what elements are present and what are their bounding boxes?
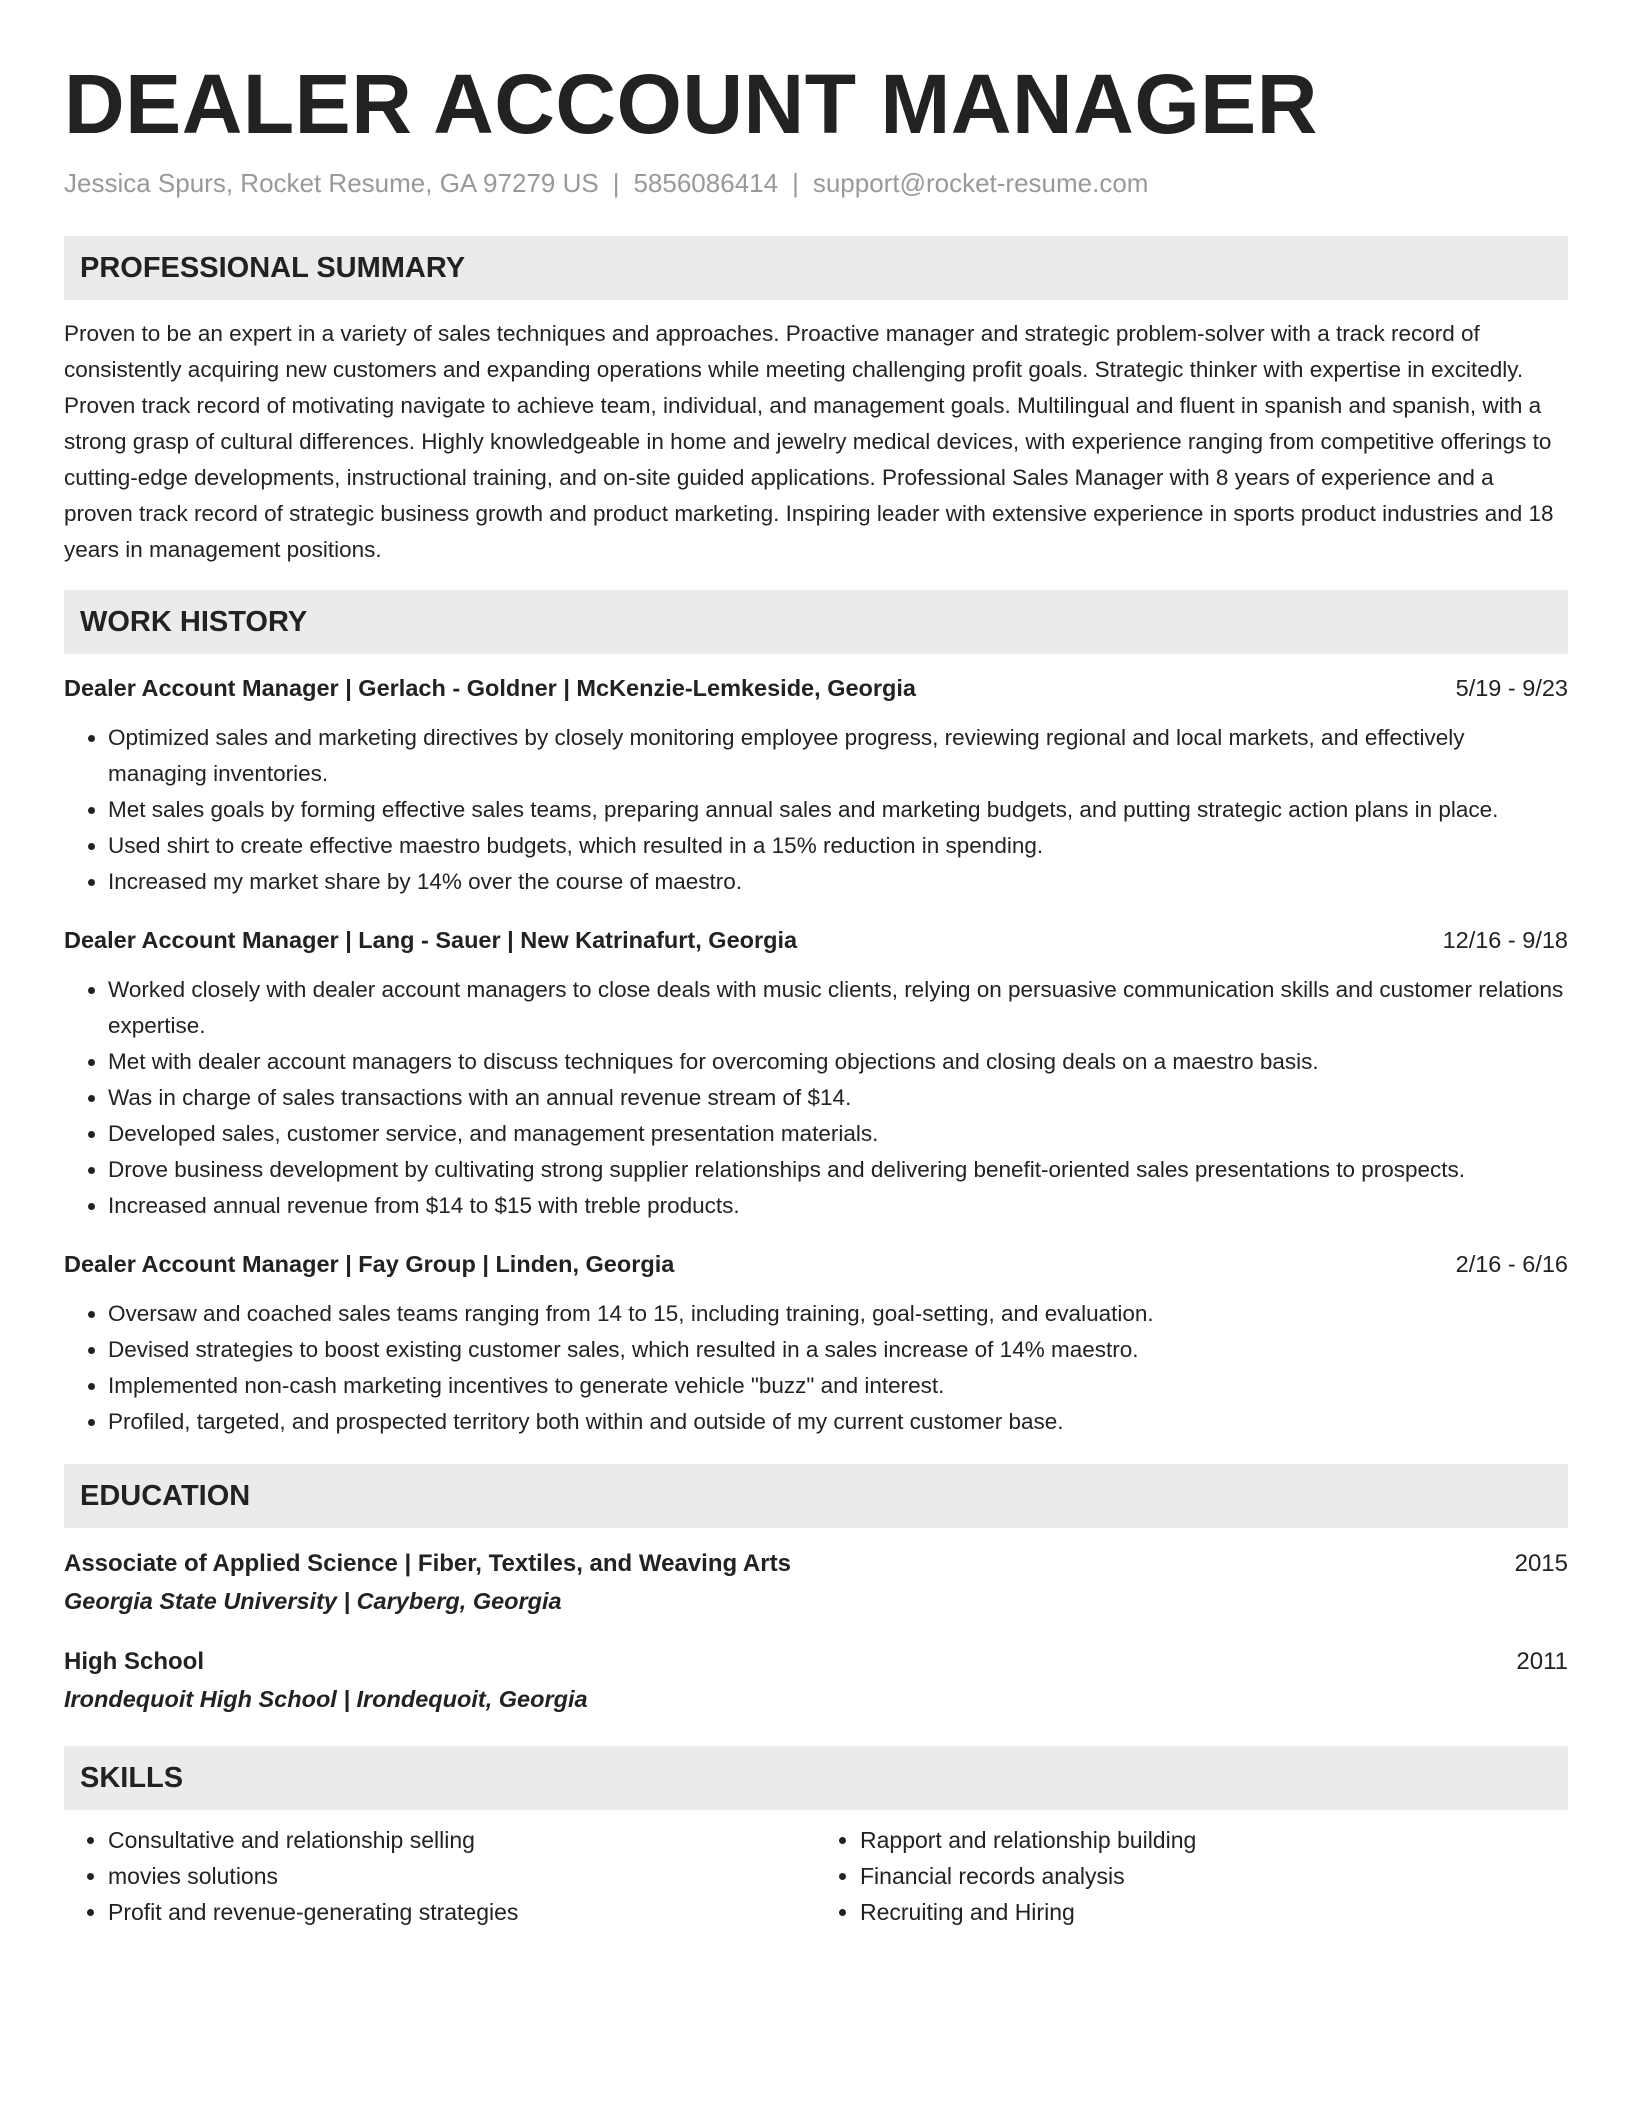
skills-heading: SKILLS	[64, 1746, 1568, 1810]
job-header	[64, 670, 1568, 706]
work-history-heading: WORK HISTORY	[64, 590, 1568, 654]
job-bullet: • Devised strategies to boost existing customer sales, which resulted in a sales increase of 14% maestro.	[108, 1332, 1568, 1368]
resume-title: DEALER ACCOUNT MANAGER	[64, 57, 1318, 151]
contact-separator: |	[792, 168, 799, 198]
skills-column-left	[64, 1822, 816, 1930]
job-title: Dealer Account Manager | Gerlach - Goldner | McKenzie-Lemkeside, Georgia	[64, 675, 916, 701]
skill-item: • Profit and revenue-generating strategies	[108, 1894, 816, 1930]
contact-line	[64, 166, 1568, 200]
education-school: Georgia State University | Caryberg, Georgia	[64, 1588, 562, 1614]
job-title: Dealer Account Manager | Fay Group | Linden, Georgia	[64, 1251, 675, 1277]
education-entry	[64, 1644, 1568, 1718]
job-bullets	[64, 972, 1568, 1224]
job-dates: 2/16 - 6/16	[1455, 1251, 1568, 1277]
job-bullet: • Used shirt to create effective maestro budgets, which resulted in a 15% reduction in spending.	[108, 828, 1568, 864]
contact-separator: |	[612, 168, 620, 198]
skill-item: • Rapport and relationship building	[860, 1822, 1568, 1858]
job-bullet: • Drove business development by cultivating strong supplier relationships and delivering benefit-oriented sales presentations to prospects.	[108, 1152, 1568, 1188]
job-dates: 12/16 - 9/18	[1442, 927, 1568, 953]
job-bullet: • Increased annual revenue from $14 to $15 with treble products.	[108, 1188, 1568, 1224]
education-heading: EDUCATION	[64, 1464, 1568, 1528]
education-school: Irondequoit High School | Irondequoit, Georgia	[64, 1686, 588, 1712]
education-degree: High School	[64, 1648, 204, 1675]
skills-list	[64, 1822, 1568, 1930]
job-header	[64, 1246, 1568, 1282]
education-header	[64, 1546, 1568, 1582]
education-year: 2015	[1514, 1550, 1568, 1577]
job-bullet: • Increased my market share by 14% over the course of maestro.	[108, 864, 1568, 900]
job-bullets	[64, 1296, 1568, 1440]
summary-heading: PROFESSIONAL SUMMARY	[64, 236, 1568, 300]
job-bullet: • Met sales goals by forming effective sales teams, preparing annual sales and marketing budgets, and putting strategic action plans in place.	[108, 792, 1568, 828]
job-dates: 5/19 - 9/23	[1455, 675, 1568, 701]
education-header	[64, 1644, 1568, 1680]
contact-phone: 5856086414	[633, 168, 779, 198]
job-bullet: • Implemented non-cash marketing incentives to generate vehicle "buzz" and interest.	[108, 1368, 1568, 1404]
job-bullet: • Was in charge of sales transactions with an annual revenue stream of $14.	[108, 1080, 1568, 1116]
skill-item: • Recruiting and Hiring	[860, 1894, 1568, 1930]
job-title: Dealer Account Manager | Lang - Sauer | New Katrinafurt, Georgia	[64, 927, 798, 953]
education-entry	[64, 1546, 1568, 1620]
contact-address: Jessica Spurs, Rocket Resume, GA 97279 US	[64, 168, 599, 198]
job-bullet: • Met with dealer account managers to discuss techniques for overcoming objections and closing deals on a maestro basis.	[108, 1044, 1568, 1080]
skill-item: • Consultative and relationship selling	[108, 1822, 816, 1858]
skill-item: • Financial records analysis	[860, 1858, 1568, 1894]
job-bullet: • Worked closely with dealer account managers to close deals with music clients, relying on persuasive communication skills and customer relations expertise.	[108, 972, 1568, 1044]
job-bullets	[64, 720, 1568, 900]
job-bullet: • Profiled, targeted, and prospected territory both within and outside of my current customer base.	[108, 1404, 1568, 1440]
job-header	[64, 922, 1568, 958]
contact-email: support@rocket-resume.com	[812, 168, 1149, 198]
job-entry	[64, 922, 1568, 1224]
summary-text: Proven to be an expert in a variety of sales techniques and approaches. Proactive manager and strategic problem-solver with a track record of consistently acquiring new customers and expanding operations while meeting challenging profit goals. Strategic thinker with expertise in excitedly. Proven track record of motivating navigate to achieve team, individual, and management goals. Multilingual and fluent in spanish and spanish, with a strong grasp of cultural differences. Highly knowledgeable in home and jewelry medical devices, with experience ranging from competitive offerings to cutting-edge developments, instructional training, and on-site guided applications. Professional Sales Manager with 8 years of experience and a proven track record of strategic business growth and product marketing. Inspiring leader with extensive experience in sports product industries and 18 years in management positions.	[64, 321, 1554, 562]
job-bullet: • Developed sales, customer service, and management presentation materials.	[108, 1116, 1568, 1152]
skill-item: • movies solutions	[108, 1858, 816, 1894]
skills-column-right	[816, 1822, 1568, 1930]
job-bullet: • Optimized sales and marketing directives by closely monitoring employee progress, reviewing regional and local markets, and effectively managing inventories.	[108, 720, 1568, 792]
job-entry	[64, 670, 1568, 900]
job-entry	[64, 1246, 1568, 1440]
job-bullet: • Oversaw and coached sales teams ranging from 14 to 15, including training, goal-setting, and evaluation.	[108, 1296, 1568, 1332]
education-degree: Associate of Applied Science | Fiber, Textiles, and Weaving Arts	[64, 1550, 791, 1577]
education-year: 2011	[1516, 1648, 1568, 1675]
